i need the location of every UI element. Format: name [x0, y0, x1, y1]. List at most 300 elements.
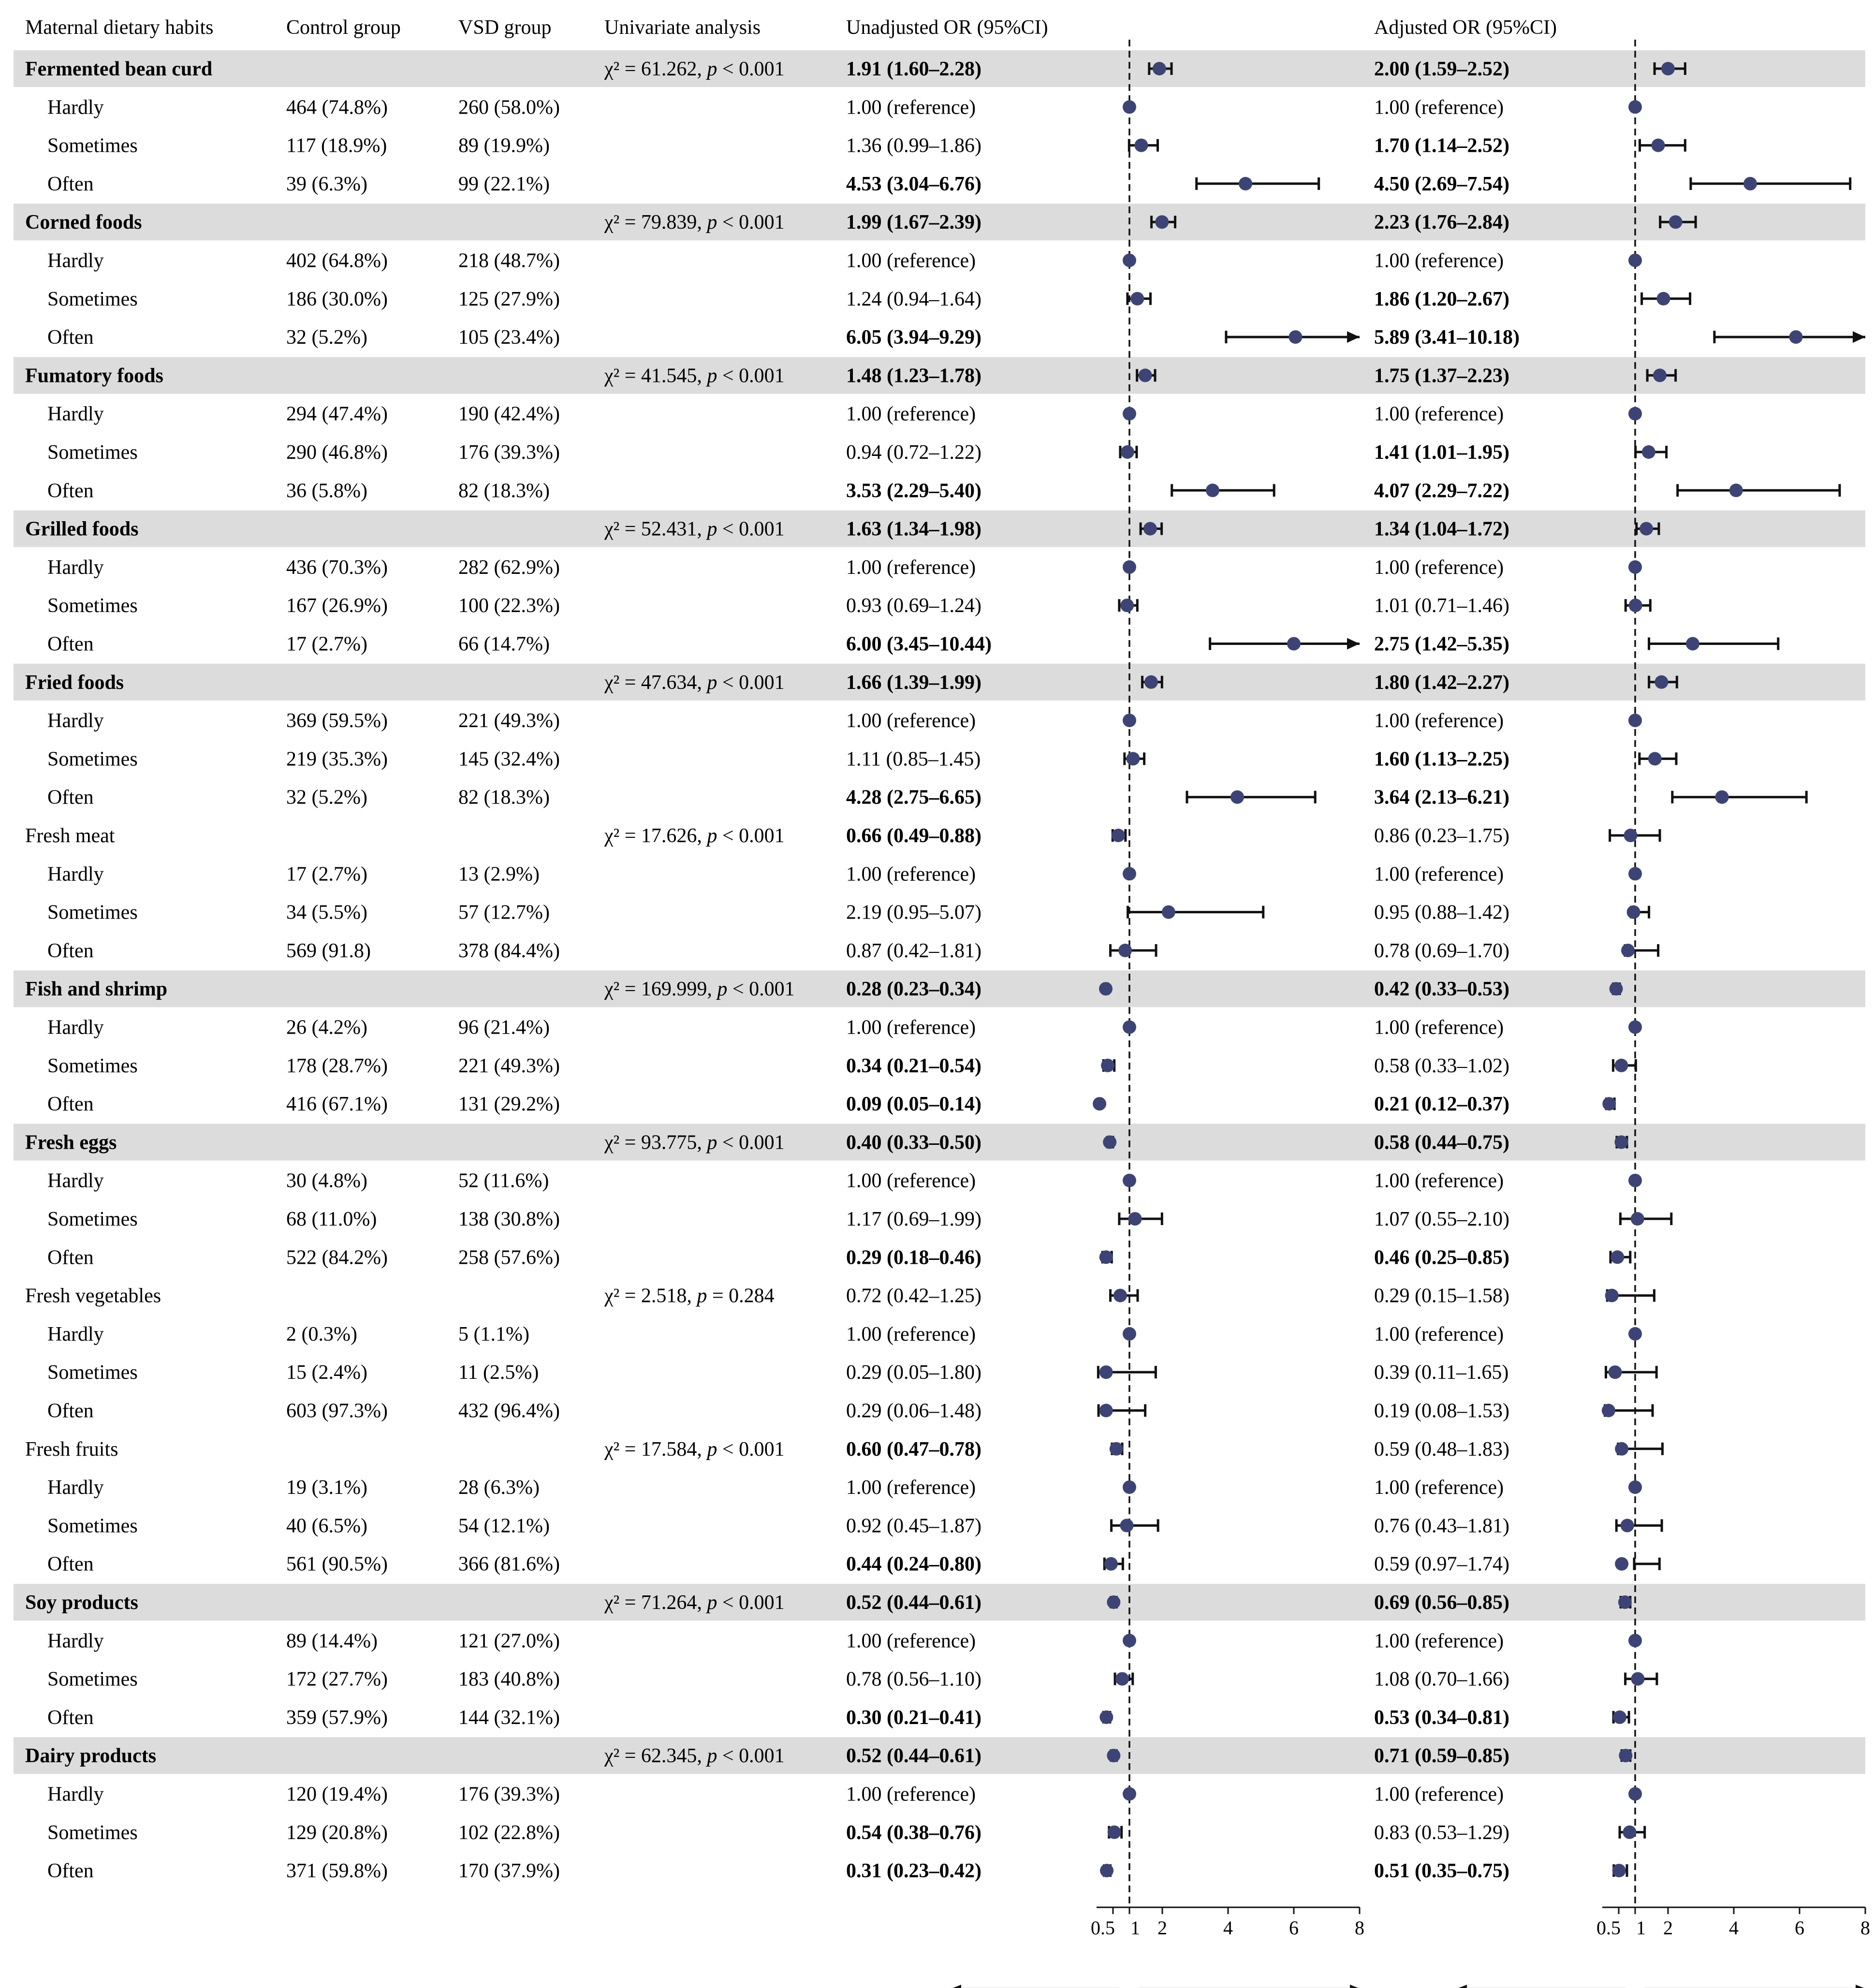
or-value: 0.69 (0.56–0.85) — [1374, 1592, 1509, 1614]
or-value: 1.00 (reference) — [1374, 249, 1504, 272]
or-value: 1.60 (1.13–2.25) — [1374, 748, 1509, 771]
or-value: 1.91 (1.60–2.28) — [846, 58, 981, 80]
or-point — [1230, 790, 1244, 804]
or-point — [1099, 1404, 1113, 1418]
x-tick-label: 1 — [1636, 1917, 1646, 1939]
control-count: 167 (26.9%) — [286, 595, 388, 617]
or-value: 0.34 (0.21–0.54) — [846, 1054, 981, 1077]
header-unadjusted-or: Unadjusted OR (95%CI) — [846, 16, 1048, 39]
level-label: Often — [47, 939, 94, 962]
univariate-stat: χ² = 93.775, p < 0.001 — [604, 1131, 785, 1154]
ci-arrow — [1347, 331, 1360, 343]
unadjusted-forest-plot — [952, 40, 1364, 1988]
or-point — [1108, 1826, 1121, 1839]
or-value: 0.59 (0.97–1.74) — [1374, 1553, 1509, 1576]
or-value: 0.39 (0.11–1.65) — [1374, 1361, 1509, 1384]
or-point — [1628, 867, 1642, 880]
or-point — [1605, 1289, 1619, 1302]
or-point — [1139, 368, 1152, 382]
or-value: 1.80 (1.42–2.27) — [1374, 671, 1509, 694]
level-label: Often — [47, 1553, 94, 1576]
vsd-count: 221 (49.3%) — [458, 710, 560, 732]
x-tick-label: 8 — [1355, 1917, 1364, 1939]
or-point — [1143, 522, 1157, 536]
univariate-stat: χ² = 41.545, p < 0.001 — [604, 365, 785, 387]
vsd-count: 378 (84.4%) — [458, 939, 560, 962]
or-value: 0.29 (0.18–0.46) — [846, 1246, 981, 1269]
or-point — [1729, 483, 1743, 497]
or-value: 3.64 (2.13–6.21) — [1374, 786, 1509, 809]
or-point — [1115, 1672, 1129, 1686]
or-point — [1615, 1442, 1628, 1456]
control-count: 129 (20.8%) — [286, 1821, 388, 1844]
level-label: Often — [47, 1400, 94, 1422]
or-point — [1661, 62, 1675, 75]
vsd-count: 176 (39.3%) — [458, 1783, 560, 1806]
or-point — [1099, 1250, 1113, 1264]
or-value: 1.00 (reference) — [1374, 1323, 1504, 1345]
ci-arrow — [1853, 331, 1865, 343]
vsd-count: 125 (27.9%) — [458, 288, 560, 310]
header-control-group: Control group — [286, 16, 401, 39]
x-tick-label: 0.5 — [1091, 1917, 1115, 1939]
level-label: Sometimes — [47, 1361, 138, 1384]
level-label: Sometimes — [47, 1515, 138, 1537]
or-point — [1103, 1135, 1116, 1149]
or-value: 2.00 (1.59–2.52) — [1374, 58, 1509, 80]
level-label: Often — [47, 1706, 94, 1729]
vsd-count: 121 (27.0%) — [458, 1630, 560, 1652]
or-point — [1715, 790, 1729, 804]
level-label: Sometimes — [47, 1054, 138, 1077]
or-point — [1110, 1442, 1123, 1456]
or-point — [1609, 1365, 1622, 1379]
univariate-stat: χ² = 71.264, p < 0.001 — [604, 1592, 785, 1614]
or-value: 0.29 (0.06–1.48) — [846, 1400, 981, 1422]
level-label: Sometimes — [47, 1208, 138, 1230]
control-count: 569 (91.8) — [286, 939, 371, 962]
univariate-stat: χ² = 169.999, p < 0.001 — [604, 978, 795, 1001]
ci-arrow — [1347, 638, 1360, 650]
level-label: Often — [47, 1860, 94, 1883]
or-point — [1628, 1634, 1642, 1647]
or-value: 0.19 (0.08–1.53) — [1374, 1400, 1509, 1422]
level-label: Hardly — [47, 1630, 104, 1652]
vsd-count: 131 (29.2%) — [458, 1093, 560, 1116]
or-value: 1.48 (1.23–1.78) — [846, 365, 981, 387]
control-count: 369 (59.5%) — [286, 710, 388, 732]
header-dietary-habits: Maternal dietary habits — [25, 16, 214, 39]
or-value: 0.51 (0.35–0.75) — [1374, 1860, 1509, 1883]
univariate-stat: χ² = 17.584, p < 0.001 — [604, 1438, 785, 1461]
or-point — [1099, 982, 1113, 995]
level-label: Sometimes — [47, 1821, 138, 1844]
or-point — [1206, 483, 1219, 497]
control-count: 219 (35.3%) — [286, 748, 388, 771]
level-label: Sometimes — [47, 441, 138, 464]
vsd-count: 432 (96.4%) — [458, 1400, 560, 1422]
header-row — [25, 16, 1557, 39]
x-tick-label: 2 — [1157, 1917, 1167, 1939]
or-point — [1612, 1864, 1626, 1877]
vsd-count: 11 (2.5%) — [458, 1361, 539, 1384]
vsd-count: 54 (12.1%) — [458, 1515, 550, 1537]
vsd-count: 218 (48.7%) — [458, 249, 560, 272]
or-point — [1602, 1097, 1616, 1111]
or-value: 0.53 (0.34–0.81) — [1374, 1706, 1509, 1729]
or-value: 0.29 (0.15–1.58) — [1374, 1285, 1509, 1307]
vsd-count: 100 (22.3%) — [458, 595, 560, 617]
x-tick-label: 2 — [1663, 1917, 1673, 1939]
or-value: 1.86 (1.20–2.67) — [1374, 288, 1509, 310]
or-value: 1.00 (reference) — [1374, 96, 1504, 119]
control-count: 34 (5.5%) — [286, 901, 367, 924]
or-value: 1.70 (1.14–2.52) — [1374, 134, 1509, 157]
level-label: Hardly — [47, 556, 104, 579]
or-point — [1656, 292, 1670, 306]
vsd-count: 105 (23.4%) — [458, 326, 560, 349]
or-value: 0.94 (0.72–1.22) — [846, 441, 981, 464]
or-point — [1130, 292, 1144, 306]
x-tick-label: 6 — [1795, 1917, 1804, 1939]
vsd-count: 96 (21.4%) — [458, 1016, 550, 1039]
vsd-count: 82 (18.3%) — [458, 480, 550, 502]
or-point — [1628, 407, 1642, 421]
or-value: 1.00 (reference) — [846, 403, 976, 425]
or-value: 1.00 (reference) — [1374, 1783, 1504, 1806]
group-label: Corned foods — [25, 211, 142, 234]
vsd-count: 260 (58.0%) — [458, 96, 560, 119]
control-count: 371 (59.8%) — [286, 1860, 388, 1883]
vsd-count: 13 (2.9%) — [458, 863, 540, 886]
vsd-count: 82 (18.3%) — [458, 786, 550, 809]
or-value: 1.99 (1.67–2.39) — [846, 211, 981, 234]
vsd-count: 282 (62.9%) — [458, 556, 560, 579]
or-value: 1.63 (1.34–1.98) — [846, 518, 981, 541]
or-point — [1120, 599, 1134, 612]
control-count: 117 (18.9%) — [286, 134, 387, 157]
or-value: 1.00 (reference) — [1374, 1169, 1504, 1192]
or-point — [1610, 1250, 1624, 1264]
univariate-stat: χ² = 62.345, p < 0.001 — [604, 1745, 785, 1768]
vsd-count: 221 (49.3%) — [458, 1054, 560, 1077]
control-count: 26 (4.2%) — [286, 1016, 367, 1039]
vsd-count: 5 (1.1%) — [458, 1323, 529, 1345]
or-point — [1621, 944, 1635, 957]
or-value: 1.00 (reference) — [846, 863, 976, 886]
protective-arrow-head — [952, 1985, 961, 1988]
or-point — [1123, 560, 1136, 574]
or-point — [1610, 982, 1623, 995]
level-label: Hardly — [47, 1476, 104, 1499]
control-count: 294 (47.4%) — [286, 403, 388, 425]
or-point — [1628, 560, 1642, 574]
or-point — [1123, 1480, 1136, 1494]
or-value: 3.53 (2.29–5.40) — [846, 480, 981, 502]
or-point — [1686, 637, 1699, 651]
level-label: Hardly — [47, 710, 104, 732]
or-point — [1628, 1480, 1642, 1494]
or-point — [1642, 445, 1655, 459]
or-point — [1628, 1327, 1642, 1341]
vsd-count: 258 (57.6%) — [458, 1246, 560, 1269]
protective-arrow-head — [1457, 1985, 1467, 1988]
or-point — [1628, 1174, 1642, 1187]
or-value: 1.00 (reference) — [846, 1323, 976, 1345]
control-count: 39 (6.3%) — [286, 173, 367, 195]
or-point — [1123, 254, 1136, 267]
or-point — [1123, 1174, 1136, 1187]
x-axis — [1457, 1907, 1870, 1988]
or-value: 1.24 (0.94–1.64) — [846, 288, 981, 310]
level-label: Hardly — [47, 403, 104, 425]
x-tick-label: 4 — [1223, 1917, 1233, 1939]
or-point — [1627, 906, 1640, 919]
control-count: 36 (5.8%) — [286, 480, 367, 502]
or-point — [1121, 445, 1134, 459]
or-value: 0.28 (0.23–0.34) — [846, 978, 981, 1001]
header-adjusted-or: Adjusted OR (95%CI) — [1374, 16, 1557, 39]
or-point — [1628, 1021, 1642, 1034]
or-point — [1104, 1557, 1118, 1571]
or-point — [1640, 522, 1653, 536]
or-value: 1.00 (reference) — [1374, 1476, 1504, 1499]
level-label: Often — [47, 786, 94, 809]
or-value: 6.00 (3.45–10.44) — [846, 633, 992, 656]
or-point — [1153, 62, 1166, 75]
or-value: 0.83 (0.53–1.29) — [1374, 1821, 1509, 1844]
or-value: 0.52 (0.44–0.61) — [846, 1592, 981, 1614]
level-label: Often — [47, 633, 94, 656]
or-value: 0.58 (0.44–0.75) — [1374, 1131, 1509, 1154]
or-value: 1.00 (reference) — [846, 1016, 976, 1039]
or-point — [1743, 177, 1757, 190]
or-value: 2.23 (1.76–2.84) — [1374, 211, 1509, 234]
level-label: Often — [47, 1246, 94, 1269]
or-value: 0.71 (0.59–0.85) — [1374, 1745, 1509, 1768]
or-value: 0.58 (0.33–1.02) — [1374, 1054, 1509, 1077]
univariate-stat: χ² = 61.262, p < 0.001 — [604, 58, 785, 80]
control-count: 436 (70.3%) — [286, 556, 388, 579]
or-point — [1099, 1365, 1113, 1379]
control-count: 290 (46.8%) — [286, 441, 388, 464]
or-value: 0.54 (0.38–0.76) — [846, 1821, 981, 1844]
or-value: 1.00 (reference) — [846, 249, 976, 272]
or-point — [1100, 1864, 1113, 1877]
or-point — [1602, 1404, 1615, 1418]
or-value: 1.00 (reference) — [1374, 710, 1504, 732]
vsd-count: 145 (32.4%) — [458, 748, 560, 771]
or-point — [1123, 867, 1136, 880]
or-value: 5.89 (3.41–10.18) — [1374, 326, 1520, 349]
or-point — [1654, 675, 1668, 689]
or-value: 0.52 (0.44–0.61) — [846, 1745, 981, 1768]
x-axis — [952, 1907, 1364, 1988]
or-value: 1.08 (0.70–1.66) — [1374, 1668, 1509, 1691]
x-tick-label: 6 — [1289, 1917, 1299, 1939]
control-count: 32 (5.2%) — [286, 786, 367, 809]
or-point — [1628, 1787, 1642, 1801]
x-tick-label: 4 — [1729, 1917, 1739, 1939]
or-value: 0.09 (0.05–0.14) — [846, 1093, 981, 1116]
level-label: Sometimes — [47, 1668, 138, 1691]
level-label: Hardly — [47, 1783, 104, 1806]
or-value: 1.07 (0.55–2.10) — [1374, 1208, 1509, 1230]
or-value: 1.41 (1.01–1.95) — [1374, 441, 1509, 464]
or-point — [1614, 1059, 1628, 1072]
or-point — [1123, 407, 1136, 421]
or-point — [1093, 1097, 1106, 1111]
or-value: 1.00 (reference) — [846, 1169, 976, 1192]
vsd-count: 144 (32.1%) — [458, 1706, 560, 1729]
or-point — [1619, 1749, 1632, 1762]
or-value: 0.66 (0.49–0.88) — [846, 825, 981, 847]
or-value: 1.00 (reference) — [1374, 556, 1504, 579]
univariate-stat: χ² = 79.839, p < 0.001 — [604, 211, 785, 234]
or-value: 0.21 (0.12–0.37) — [1374, 1093, 1509, 1116]
vsd-count: 183 (40.8%) — [458, 1668, 560, 1691]
or-value: 0.92 (0.45–1.87) — [846, 1515, 981, 1537]
group-label: Fresh eggs — [25, 1131, 117, 1154]
level-label: Hardly — [47, 249, 104, 272]
group-label: Fermented bean curd — [25, 58, 213, 80]
or-value: 1.17 (0.69–1.99) — [846, 1208, 981, 1230]
or-value: 2.19 (0.95–5.07) — [846, 901, 981, 924]
control-count: 89 (14.4%) — [286, 1630, 378, 1652]
or-point — [1287, 637, 1301, 651]
or-value: 1.01 (0.71–1.46) — [1374, 595, 1509, 617]
or-value: 0.60 (0.47–0.78) — [846, 1438, 981, 1461]
group-label: Fresh fruits — [25, 1438, 118, 1461]
level-label: Sometimes — [47, 901, 138, 924]
or-value: 4.07 (2.29–7.22) — [1374, 480, 1509, 502]
or-point — [1123, 100, 1136, 114]
or-point — [1239, 177, 1252, 190]
or-value: 1.00 (reference) — [1374, 863, 1504, 886]
group-label: Soy products — [25, 1592, 138, 1614]
or-value: 0.95 (0.88–1.42) — [1374, 901, 1509, 924]
or-value: 0.42 (0.33–0.53) — [1374, 978, 1509, 1001]
or-value: 1.00 (reference) — [1374, 1630, 1504, 1652]
level-label: Often — [47, 1093, 94, 1116]
or-point — [1126, 752, 1140, 765]
level-label: Sometimes — [47, 288, 138, 310]
or-value: 0.59 (0.48–1.83) — [1374, 1438, 1509, 1461]
vsd-count: 366 (81.6%) — [458, 1553, 560, 1576]
or-value: 1.00 (reference) — [846, 1783, 976, 1806]
or-value: 1.00 (reference) — [846, 556, 976, 579]
group-label: Fresh vegetables — [25, 1285, 161, 1307]
or-point — [1653, 368, 1667, 382]
x-tick-label: 1 — [1130, 1917, 1140, 1939]
or-point — [1107, 1595, 1120, 1609]
vsd-count: 102 (22.8%) — [458, 1821, 560, 1844]
or-value: 1.00 (reference) — [846, 1630, 976, 1652]
control-count: 402 (64.8%) — [286, 249, 388, 272]
or-value: 1.36 (0.99–1.86) — [846, 134, 981, 157]
group-label: Fresh meat — [25, 825, 115, 847]
control-count: 120 (19.4%) — [286, 1783, 388, 1806]
group-label: Fish and shrimp — [25, 978, 168, 1001]
control-count: 522 (84.2%) — [286, 1246, 388, 1269]
vsd-count: 89 (19.9%) — [458, 134, 550, 157]
level-label: Hardly — [47, 1016, 104, 1039]
univariate-stat: χ² = 52.431, p < 0.001 — [604, 518, 785, 541]
group-label: Dairy products — [25, 1745, 157, 1768]
or-value: 0.30 (0.21–0.41) — [846, 1706, 981, 1729]
control-count: 359 (57.9%) — [286, 1706, 388, 1729]
or-point — [1118, 944, 1132, 957]
or-point — [1628, 714, 1642, 727]
or-point — [1631, 1212, 1644, 1226]
control-count: 603 (97.3%) — [286, 1400, 388, 1422]
or-value: 1.00 (reference) — [1374, 1016, 1504, 1039]
or-value: 0.87 (0.42–1.81) — [846, 939, 981, 962]
or-value: 0.44 (0.24–0.80) — [846, 1553, 981, 1576]
level-label: Sometimes — [47, 748, 138, 771]
adverse-arrow-head — [1856, 1985, 1865, 1988]
or-point — [1113, 1289, 1127, 1302]
control-count: 464 (74.8%) — [286, 96, 388, 119]
or-point — [1623, 1826, 1636, 1839]
or-point — [1629, 599, 1642, 612]
or-point — [1123, 714, 1136, 727]
or-value: 0.78 (0.56–1.10) — [846, 1668, 981, 1691]
or-point — [1134, 139, 1148, 152]
or-value: 1.11 (0.85–1.45) — [846, 748, 981, 771]
or-point — [1101, 1059, 1114, 1072]
or-value: 1.34 (1.04–1.72) — [1374, 518, 1509, 541]
or-point — [1128, 1212, 1142, 1226]
or-point — [1631, 1672, 1644, 1686]
or-value: 4.50 (2.69–7.54) — [1374, 173, 1509, 195]
or-point — [1648, 752, 1662, 765]
or-value: 0.31 (0.23–0.42) — [846, 1860, 981, 1883]
or-value: 0.72 (0.42–1.25) — [846, 1285, 981, 1307]
vsd-count: 66 (14.7%) — [458, 633, 550, 656]
or-value: 1.66 (1.39–1.99) — [846, 671, 981, 694]
control-count: 17 (2.7%) — [286, 633, 367, 656]
or-point — [1120, 1519, 1134, 1532]
or-point — [1162, 906, 1175, 919]
or-value: 6.05 (3.94–9.29) — [846, 326, 981, 349]
level-label: Hardly — [47, 1323, 104, 1345]
or-value: 4.28 (2.75–6.65) — [846, 786, 981, 809]
or-point — [1789, 330, 1803, 344]
or-point — [1618, 1595, 1632, 1609]
vsd-count: 99 (22.1%) — [458, 173, 550, 195]
control-count: 40 (6.5%) — [286, 1515, 367, 1537]
vsd-count: 190 (42.4%) — [458, 403, 560, 425]
or-point — [1112, 829, 1125, 842]
or-value: 0.78 (0.69–1.70) — [1374, 939, 1509, 962]
adverse-arrow-head — [1350, 1985, 1360, 1988]
or-value: 0.86 (0.23–1.75) — [1374, 825, 1509, 847]
vsd-count: 170 (37.9%) — [458, 1860, 560, 1883]
or-value: 0.40 (0.33–0.50) — [846, 1131, 981, 1154]
or-point — [1624, 829, 1637, 842]
or-value: 1.00 (reference) — [846, 96, 976, 119]
control-count: 32 (5.2%) — [286, 326, 367, 349]
or-point — [1614, 1135, 1628, 1149]
control-count: 17 (2.7%) — [286, 863, 367, 886]
level-label: Hardly — [47, 1169, 104, 1192]
or-value: 2.75 (1.42–5.35) — [1374, 633, 1509, 656]
or-value: 1.75 (1.37–2.23) — [1374, 365, 1509, 387]
or-point — [1615, 1557, 1628, 1571]
vsd-count: 138 (30.8%) — [458, 1208, 560, 1230]
univariate-stat: χ² = 47.634, p < 0.001 — [604, 671, 785, 694]
